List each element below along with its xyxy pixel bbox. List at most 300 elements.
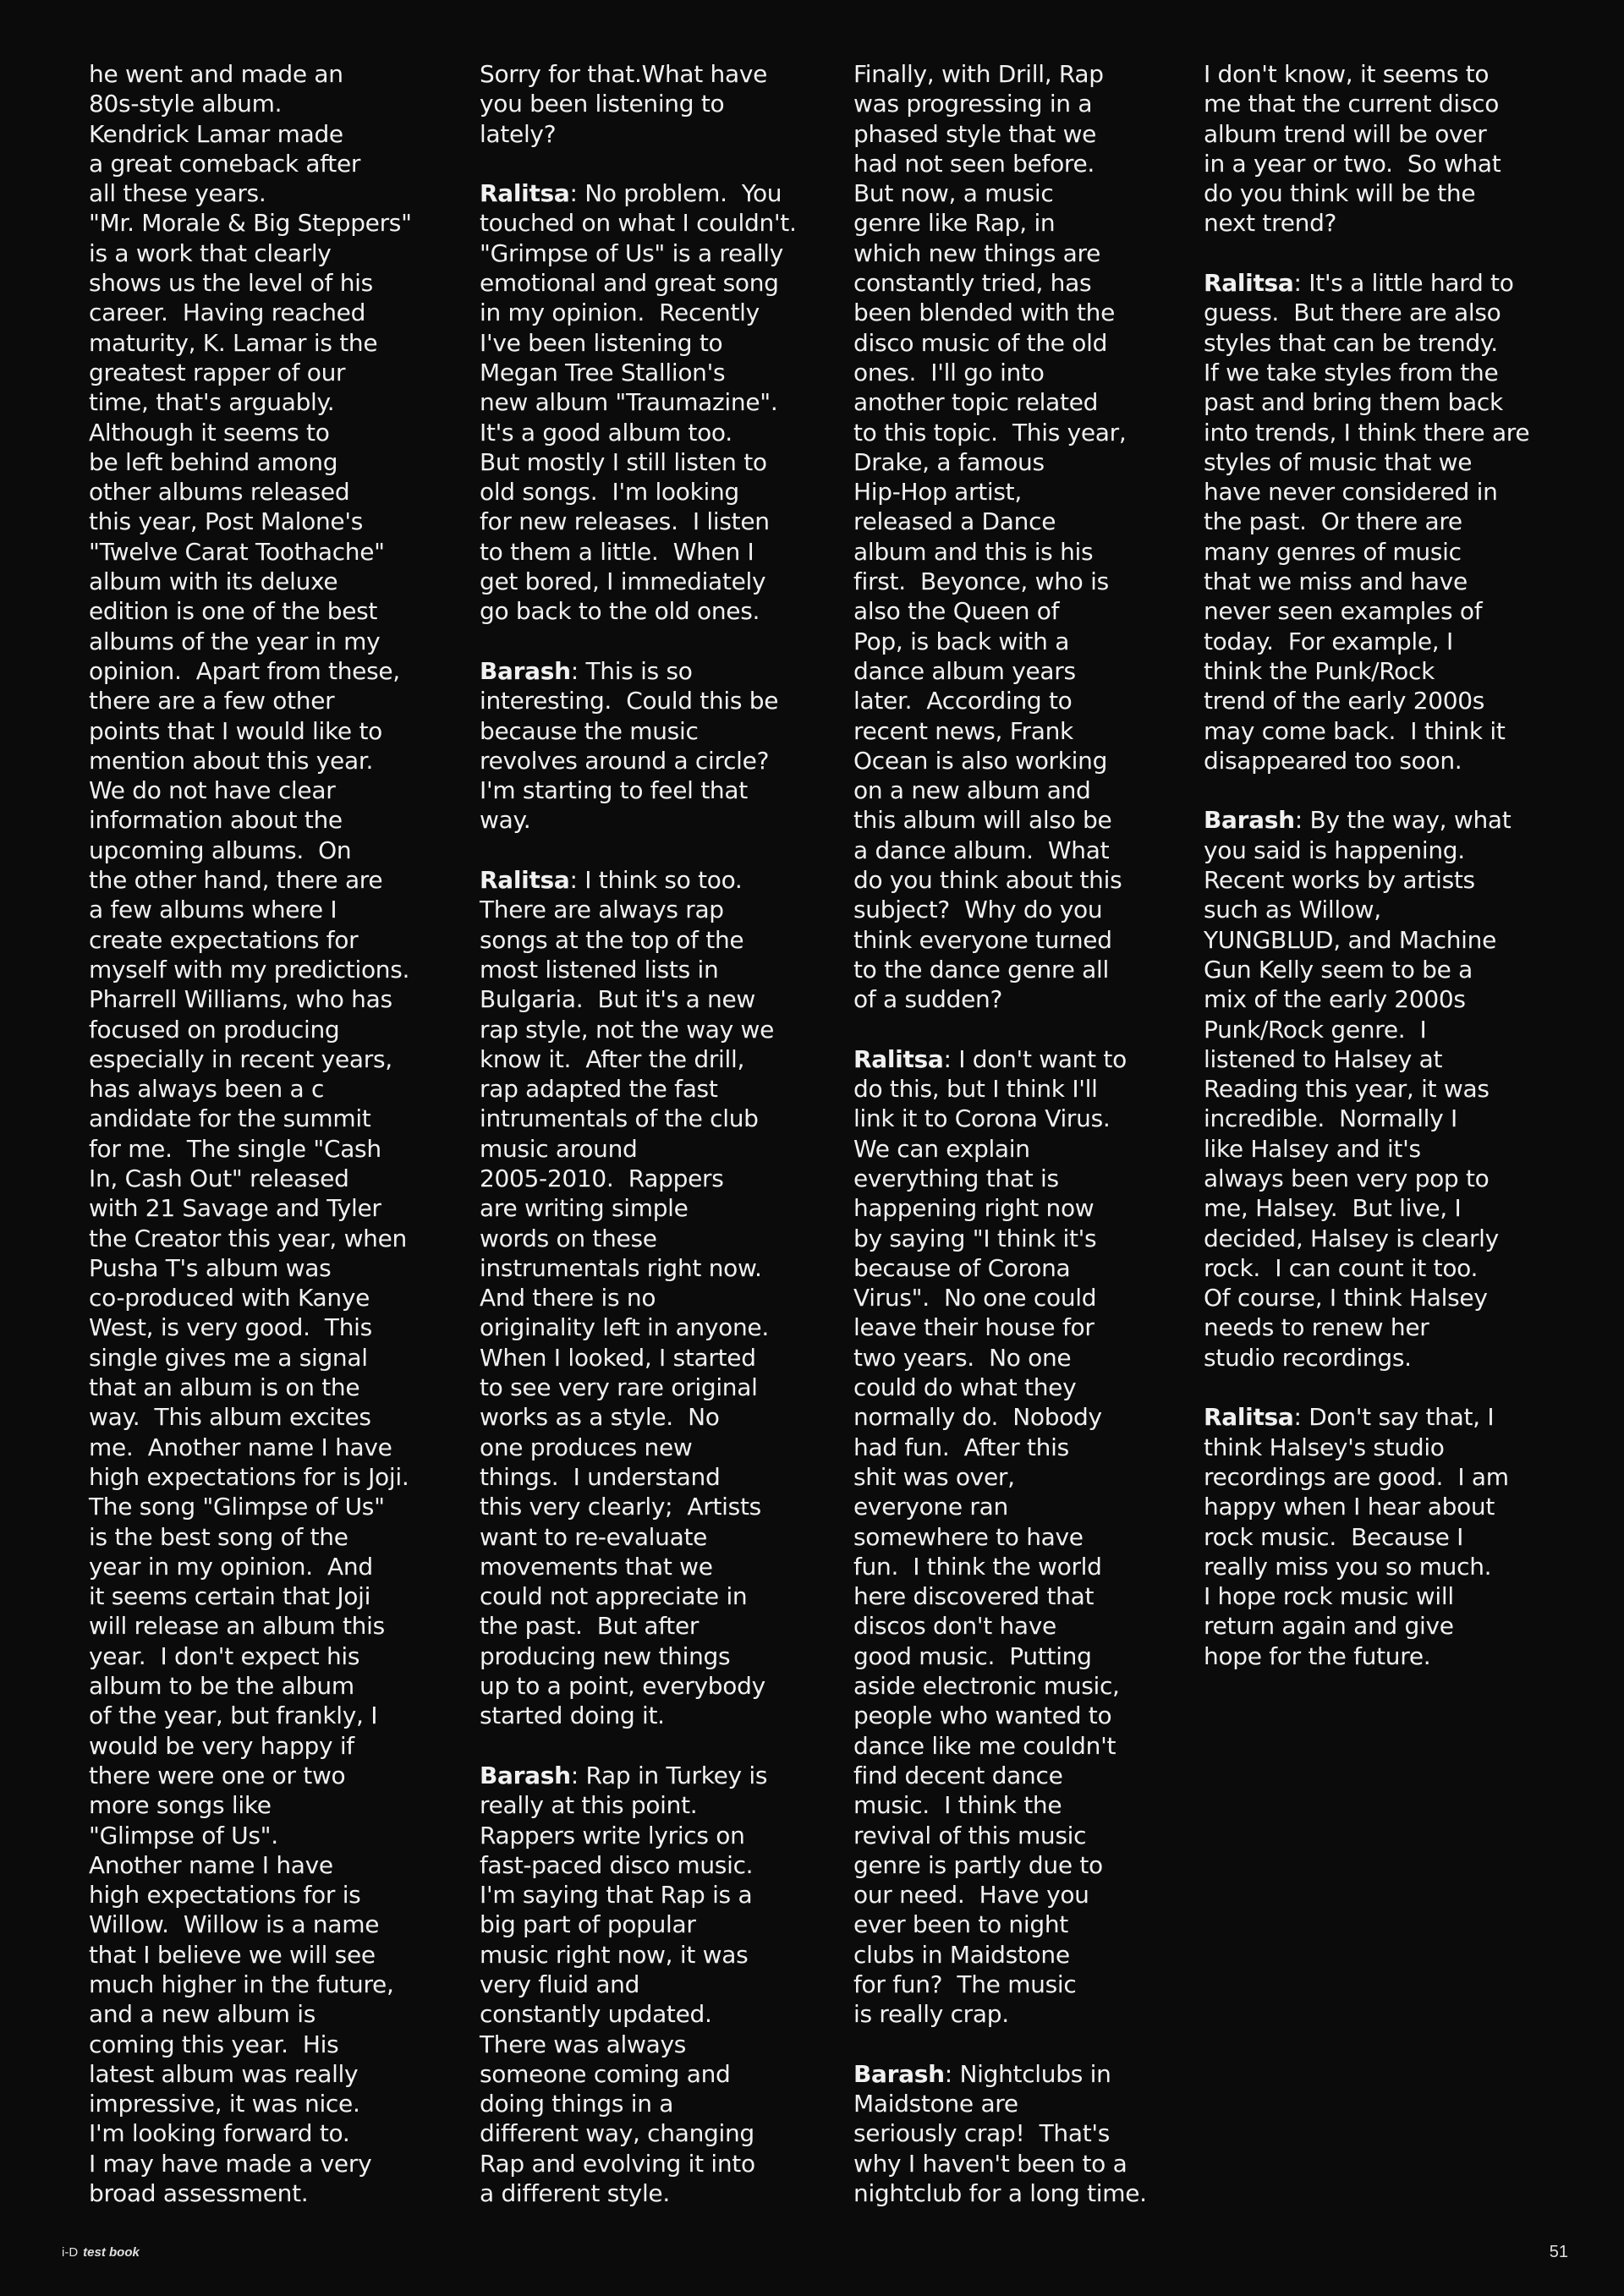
line-text: especially in recent years,	[89, 1044, 392, 1073]
text-line	[480, 268, 797, 298]
text-line	[89, 596, 412, 626]
line-text: there were one or two	[89, 1761, 346, 1789]
line-text: There was always	[480, 2030, 687, 2058]
text-line	[89, 208, 412, 238]
line-text: dance album years	[853, 656, 1076, 685]
line-text: because of Corona	[853, 1253, 1071, 1282]
text-line	[89, 1910, 412, 1939]
text-line	[853, 775, 1147, 805]
line-text: really at this point.	[480, 1791, 698, 1820]
text-line	[480, 596, 797, 626]
line-text: on a new album and	[853, 776, 1091, 805]
line-text: to see very rare original	[480, 1373, 758, 1402]
line-text: aside electronic music,	[853, 1672, 1120, 1701]
text-line	[480, 59, 797, 89]
text-line	[1204, 268, 1529, 298]
text-line	[89, 656, 412, 686]
text-line	[480, 2030, 797, 2059]
line-text: greatest rapper of our	[89, 358, 346, 386]
line-text: you been listening to	[480, 90, 725, 118]
line-text: Rappers write lyrics on	[480, 1821, 745, 1849]
text-line	[1204, 925, 1529, 955]
line-text: are writing simple	[480, 1194, 689, 1223]
line-text: had fun. After this	[853, 1433, 1069, 1461]
text-line	[1204, 805, 1529, 835]
line-text: YUNGBLUD, and Machine	[1204, 925, 1496, 954]
line-text: recent news, Frank	[853, 716, 1073, 745]
line-text: me, Halsey. But live, I	[1204, 1194, 1462, 1223]
text-line	[853, 1193, 1147, 1223]
line-text: "Glimpse of Us".	[89, 1821, 278, 1849]
line-text: I hope rock music will	[1204, 1582, 1454, 1611]
line-text: impressive, it was nice.	[89, 2090, 360, 2118]
line-text: different way, changing	[480, 2119, 754, 2148]
text-line	[480, 418, 797, 447]
line-text: here discovered that	[853, 1582, 1095, 1611]
line-text: I don't know, it seems to	[1204, 60, 1490, 88]
text-line	[89, 1641, 412, 1671]
text-line	[853, 2118, 1147, 2148]
line-text: know it. After the drill,	[480, 1044, 745, 1073]
text-line	[853, 1343, 1147, 1373]
text-line	[89, 1462, 412, 1492]
line-text: albums of the year in my	[89, 627, 381, 655]
text-line	[1204, 1193, 1529, 1223]
line-text: 2005-2010. Rappers	[480, 1164, 724, 1192]
text-line	[1204, 447, 1529, 477]
text-line	[853, 2149, 1147, 2178]
line-text: movements that we	[480, 1552, 713, 1581]
text-line	[480, 1821, 797, 1850]
text-line	[1204, 1552, 1529, 1581]
line-text: may come back. I think it	[1204, 716, 1506, 745]
line-text: genre like Rap, in	[853, 209, 1056, 238]
line-text: think the Punk/Rock	[1204, 656, 1435, 685]
line-text: information about the	[89, 806, 343, 835]
line-text: in a year or two. So what	[1204, 149, 1501, 178]
text-line	[89, 567, 412, 596]
text-line	[89, 1312, 412, 1342]
text-line	[89, 895, 412, 924]
text-line	[1204, 1134, 1529, 1164]
text-line	[853, 865, 1147, 895]
line-text: It's a good album too.	[480, 418, 732, 447]
line-text: works as a style. No	[480, 1403, 720, 1432]
text-line	[1204, 1343, 1529, 1373]
text-line	[853, 387, 1147, 417]
line-text: could not appreciate in	[480, 1582, 748, 1611]
line-text: have never considered in	[1204, 478, 1498, 507]
text-line	[1204, 1104, 1529, 1133]
text-line	[480, 149, 797, 178]
speaker-name: Ralitsa	[1204, 1403, 1294, 1432]
text-line	[853, 746, 1147, 775]
text-line	[1204, 1015, 1529, 1044]
line-text: : I think so too.	[569, 866, 743, 895]
line-text: Bulgaria. But it's a new	[480, 985, 756, 1014]
text-line	[89, 1850, 412, 1880]
line-text: people who wanted to	[853, 1701, 1112, 1730]
line-text: I've been listening to	[480, 328, 723, 357]
line-text: of the year, but frankly, I	[89, 1701, 378, 1730]
text-line	[89, 1821, 412, 1850]
line-text: Recent works by artists	[1204, 866, 1475, 895]
line-text: another topic related	[853, 388, 1099, 417]
line-text: everything that is	[853, 1164, 1059, 1192]
line-text: really miss you so much.	[1204, 1552, 1492, 1581]
publication-title: test book	[83, 2245, 140, 2260]
text-line	[853, 178, 1147, 208]
text-line	[1204, 298, 1529, 327]
text-line	[480, 2178, 797, 2208]
line-text: Ocean is also working	[853, 746, 1108, 775]
line-text: focused on producing	[89, 1015, 340, 1044]
text-line	[89, 1402, 412, 1432]
line-text: two years. No one	[853, 1343, 1072, 1372]
text-line	[853, 1552, 1147, 1581]
line-text: interesting. Could this be	[480, 687, 779, 715]
line-text: seriously crap! That's	[853, 2119, 1111, 2148]
text-line	[1204, 1224, 1529, 1253]
line-text: myself with my predictions.	[89, 955, 410, 984]
text-line	[480, 1164, 797, 1193]
line-text: return again and give	[1204, 1612, 1454, 1641]
line-text: instrumentals right now.	[480, 1253, 762, 1282]
text-line	[480, 2149, 797, 2178]
text-line	[853, 1790, 1147, 1820]
line-text: hope for the future.	[1204, 1641, 1431, 1670]
text-line	[480, 1224, 797, 1253]
text-line	[89, 477, 412, 507]
line-text: Pusha T's album was	[89, 1253, 332, 1282]
text-line	[853, 1850, 1147, 1880]
text-line	[1204, 775, 1529, 805]
line-text: high expectations for is Joji.	[89, 1462, 409, 1491]
text-line	[89, 1164, 412, 1193]
text-line	[1204, 865, 1529, 895]
line-text: mix of the early 2000s	[1204, 985, 1466, 1014]
line-text: : I don't want to	[943, 1044, 1127, 1073]
text-line	[89, 1015, 412, 1044]
text-line	[853, 537, 1147, 567]
line-text: We can explain	[853, 1134, 1030, 1163]
line-text: Gun Kelly seem to be a	[1204, 955, 1473, 984]
text-line	[480, 686, 797, 715]
line-text: first. Beyonce, who is	[853, 567, 1109, 596]
line-text: into trends, I think there are	[1204, 418, 1530, 447]
line-text: doing things in a	[480, 2090, 674, 2118]
text-line	[89, 358, 412, 387]
text-line	[1204, 955, 1529, 984]
line-text: listened to Halsey at	[1204, 1044, 1443, 1073]
text-line	[89, 1283, 412, 1312]
text-line	[853, 686, 1147, 715]
line-text: year in my opinion. And	[89, 1552, 373, 1581]
line-text: disco music of the old	[853, 328, 1108, 357]
text-line	[480, 775, 797, 805]
line-text: points that I would like to	[89, 716, 382, 745]
text-line	[89, 1611, 412, 1641]
text-line	[853, 1373, 1147, 1402]
line-text: Kendrick Lamar made	[89, 119, 343, 148]
text-line	[1204, 1402, 1529, 1432]
text-line	[1204, 686, 1529, 715]
text-line	[1204, 746, 1529, 775]
text-line	[89, 1253, 412, 1283]
line-text: a few albums where I	[89, 896, 337, 924]
line-text: today. For example, I	[1204, 627, 1453, 655]
text-line	[480, 507, 797, 536]
line-text: is a work that clearly	[89, 238, 332, 267]
text-line	[1204, 418, 1529, 447]
text-line	[853, 119, 1147, 149]
article-column-3	[853, 59, 1147, 2208]
text-line	[853, 89, 1147, 118]
line-text: Of course, I think Halsey	[1204, 1284, 1488, 1312]
line-text: like Halsey and it's	[1204, 1134, 1421, 1163]
text-line	[89, 836, 412, 865]
text-line	[1204, 1641, 1529, 1671]
line-text: Megan Tree Stallion's	[480, 358, 726, 386]
text-line	[853, 984, 1147, 1014]
line-text: : This is so	[570, 656, 693, 685]
text-line	[1204, 328, 1529, 358]
text-line	[89, 418, 412, 447]
line-text: a great comeback after	[89, 149, 361, 178]
text-line	[480, 1283, 797, 1312]
text-line	[89, 2030, 412, 2059]
line-text: emotional and great song	[480, 269, 779, 298]
line-text: constantly updated.	[480, 2000, 712, 2029]
text-line	[853, 1701, 1147, 1730]
text-line	[480, 1492, 797, 1521]
text-line	[89, 59, 412, 89]
text-line	[853, 1731, 1147, 1761]
line-text: latest album was really	[89, 2059, 359, 2088]
text-line	[89, 1761, 412, 1790]
line-text: trend of the early 2000s	[1204, 687, 1485, 715]
line-text: touched on what I couldn't.	[480, 209, 797, 238]
line-text: this album will also be	[853, 806, 1112, 835]
line-text: recordings are good. I am	[1204, 1462, 1509, 1491]
text-line	[853, 447, 1147, 477]
text-line	[1204, 387, 1529, 417]
text-line	[89, 1074, 412, 1104]
text-line	[89, 1970, 412, 1999]
text-line	[480, 1134, 797, 1164]
line-text: Finally, with Drill, Rap	[853, 60, 1104, 88]
text-line	[1204, 238, 1529, 268]
text-line	[480, 865, 797, 895]
text-line	[89, 1790, 412, 1820]
line-text: When I looked, I started	[480, 1343, 756, 1372]
line-text: rock. I can count it too.	[1204, 1253, 1479, 1282]
text-line	[853, 1015, 1147, 1044]
text-line	[480, 1253, 797, 1283]
page-number: 51	[1549, 2243, 1568, 2261]
text-line	[480, 477, 797, 507]
text-line	[480, 298, 797, 327]
text-line	[1204, 507, 1529, 536]
line-text: big part of popular	[480, 1910, 696, 1939]
line-text: discos don't have	[853, 1612, 1056, 1641]
line-text: could do what they	[853, 1373, 1077, 1402]
line-text: always been very pop to	[1204, 1164, 1490, 1192]
line-text: lately?	[480, 119, 557, 148]
text-line	[480, 1880, 797, 1910]
text-line	[89, 2149, 412, 2178]
text-line	[89, 746, 412, 775]
text-line	[89, 2118, 412, 2148]
text-line	[1204, 208, 1529, 238]
line-text: andidate for the summit	[89, 1104, 371, 1133]
text-line	[480, 1193, 797, 1223]
text-line	[480, 2118, 797, 2148]
line-text: up to a point, everybody	[480, 1672, 765, 1701]
text-line	[480, 746, 797, 775]
line-text: that we miss and have	[1204, 567, 1468, 596]
line-text: other albums released	[89, 478, 350, 507]
line-text: rap adapted the fast	[480, 1075, 718, 1104]
text-line	[89, 1999, 412, 2029]
line-text: things. I understand	[480, 1462, 721, 1491]
line-text: for new releases. I listen	[480, 507, 770, 536]
line-text: fast-paced disco music.	[480, 1850, 754, 1879]
line-text: "Mr. Morale & Big Steppers"	[89, 209, 412, 238]
text-line	[480, 1671, 797, 1701]
text-line	[853, 656, 1147, 686]
line-text: link it to Corona Virus.	[853, 1104, 1111, 1133]
line-text: Punk/Rock genre. I	[1204, 1015, 1427, 1044]
line-text: originality left in anyone.	[480, 1313, 769, 1342]
line-text: to this topic. This year,	[853, 418, 1127, 447]
text-line	[1204, 119, 1529, 149]
line-text: all these years.	[89, 179, 266, 208]
text-line	[853, 358, 1147, 387]
text-line	[853, 328, 1147, 358]
line-text: this year, Post Malone's	[89, 507, 364, 536]
line-text: "Twelve Carat Toothache"	[89, 537, 385, 566]
text-line	[853, 1312, 1147, 1342]
text-line	[480, 1850, 797, 1880]
text-line	[480, 387, 797, 417]
text-line	[853, 1940, 1147, 1970]
text-line	[89, 537, 412, 567]
line-text: constantly tried, has	[853, 269, 1092, 298]
line-text: But mostly I still listen to	[480, 447, 767, 476]
line-text: next trend?	[1204, 209, 1337, 238]
text-line	[853, 1880, 1147, 1910]
text-line	[89, 1224, 412, 1253]
text-line	[89, 387, 412, 417]
line-text: And there is no	[480, 1284, 656, 1312]
line-text: past and bring them back	[1204, 388, 1503, 417]
text-line	[853, 1044, 1147, 1074]
text-line	[853, 955, 1147, 984]
line-text: : It's a little hard to	[1293, 269, 1514, 298]
line-text: Drake, a famous	[853, 447, 1045, 476]
line-text: maturity, K. Lamar is the	[89, 328, 378, 357]
line-text: If we take styles from the	[1204, 358, 1499, 386]
line-text: Pharrell Williams, who has	[89, 985, 392, 1014]
line-text: and a new album is	[89, 2000, 316, 2029]
line-text: it seems certain that Joji	[89, 1582, 371, 1611]
line-text: disappeared too soon.	[1204, 746, 1462, 775]
text-line	[853, 208, 1147, 238]
line-text: shit was over,	[853, 1462, 1015, 1491]
line-text: had not seen before.	[853, 149, 1095, 178]
line-text: Sorry for that.What have	[480, 60, 768, 88]
line-text: that an album is on the	[89, 1373, 360, 1402]
text-line	[853, 1253, 1147, 1283]
text-line	[480, 984, 797, 1014]
text-line	[480, 358, 797, 387]
text-line	[480, 656, 797, 686]
line-text: : By the way, what	[1294, 806, 1512, 835]
text-line	[480, 1940, 797, 1970]
speaker-name: Barash	[1204, 806, 1295, 835]
text-line	[853, 149, 1147, 178]
line-text: very fluid and	[480, 1970, 640, 1998]
text-line	[480, 1910, 797, 1939]
text-line	[853, 1074, 1147, 1104]
text-line	[853, 507, 1147, 536]
text-line	[853, 1164, 1147, 1193]
text-line	[480, 716, 797, 746]
text-line	[89, 1522, 412, 1552]
line-text: new album "Traumazine".	[480, 388, 778, 417]
text-line	[853, 268, 1147, 298]
text-line	[853, 1910, 1147, 1939]
text-line	[480, 537, 797, 567]
line-text: for fun? The music	[853, 1970, 1077, 1998]
line-text: revolves around a circle?	[480, 746, 770, 775]
text-line	[1204, 537, 1529, 567]
text-line	[89, 507, 412, 536]
line-text: one produces new	[480, 1433, 693, 1461]
line-text: : Don't say that, I	[1293, 1403, 1495, 1432]
text-line	[1204, 149, 1529, 178]
line-text: many genres of music	[1204, 537, 1462, 566]
text-line	[89, 1373, 412, 1402]
text-line	[89, 1701, 412, 1730]
text-line	[480, 1999, 797, 2029]
text-line	[853, 2030, 1147, 2059]
line-text: career. Having reached	[89, 299, 366, 327]
text-line	[480, 1701, 797, 1730]
line-text: We do not have clear	[89, 776, 336, 805]
text-line	[480, 1581, 797, 1611]
text-line	[1204, 1283, 1529, 1312]
brand-mark: i-D	[62, 2245, 79, 2260]
text-line	[480, 1373, 797, 1402]
text-line	[480, 119, 797, 149]
line-text: Maidstone are	[853, 2090, 1018, 2118]
line-text: in my opinion. Recently	[480, 299, 760, 327]
text-line	[853, 925, 1147, 955]
text-line	[853, 1761, 1147, 1790]
text-line	[89, 298, 412, 327]
text-line	[1204, 1462, 1529, 1492]
line-text: think everyone turned	[853, 925, 1112, 954]
text-line	[480, 1433, 797, 1462]
text-line	[480, 955, 797, 984]
line-text: time, that's arguably.	[89, 388, 335, 417]
line-text: is the best song of the	[89, 1522, 348, 1551]
text-line	[89, 716, 412, 746]
line-text: decided, Halsey is clearly	[1204, 1224, 1499, 1252]
text-line	[853, 1433, 1147, 1462]
